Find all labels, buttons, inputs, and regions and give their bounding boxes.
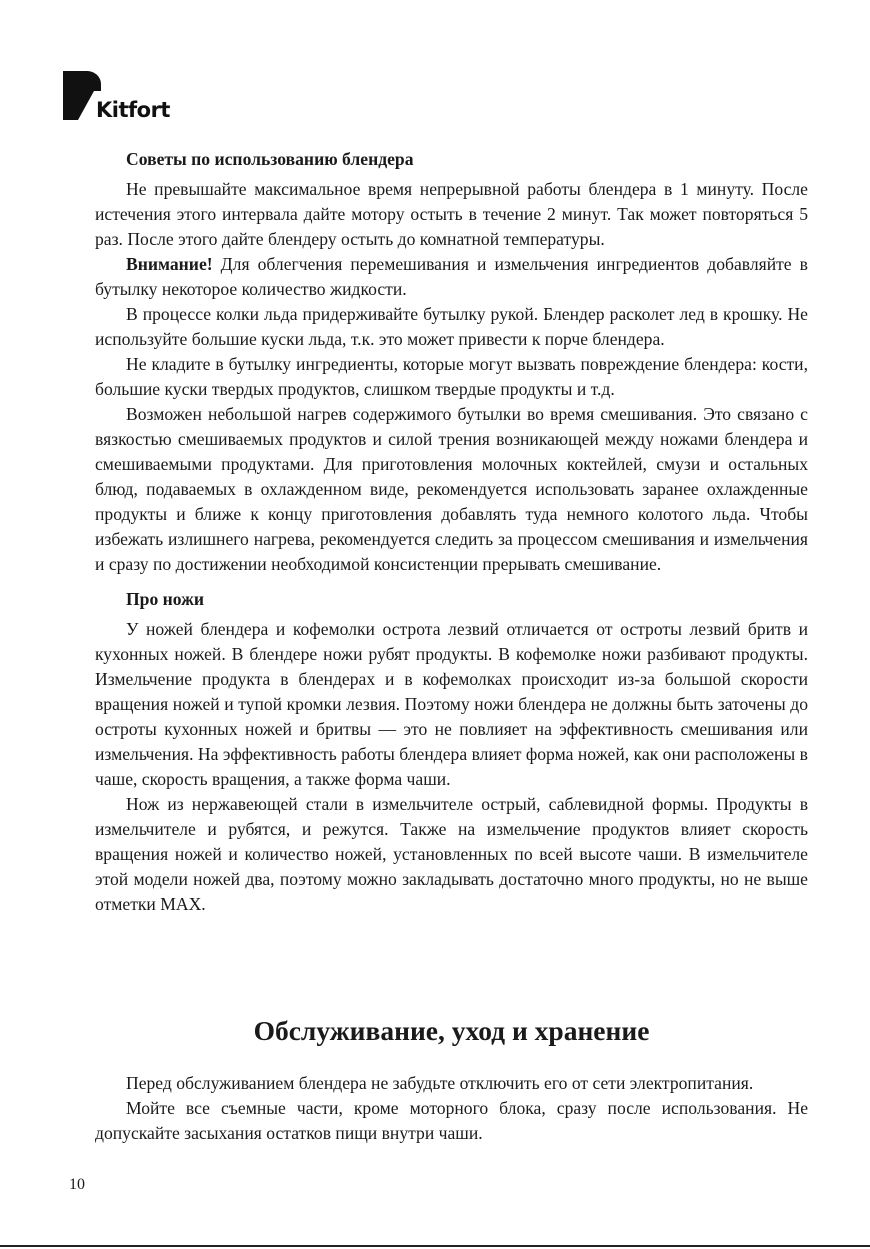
page-bottom-rule [0, 1245, 870, 1247]
maintenance-paragraph-1: Перед обслуживанием блендера не забудьте отключить его от сети электропитания. [126, 1073, 754, 1093]
main-content [95, 147, 808, 917]
tips-heading: Советы по использованию блендера [126, 149, 414, 169]
tips-paragraph-2 [95, 252, 808, 302]
tips-paragraph-4: Не кладите в бутылку ингредиенты, которые могут вызвать повреждение блендера: кости, большие куски твердых продуктов, слишком твердые продукты и т.д. [95, 354, 808, 399]
maintenance-paragraph-2: Мойте все съемные части, кроме моторного блока, сразу после использования. Не допускайте засыхания остатков пищи внутри чаши. [95, 1098, 808, 1143]
tips-paragraph-5: Возможен небольшой нагрев содержимого бутылки во время смешивания. Это связано с вязкостью смешиваемых продуктов и силой трения возникающей между ножами блендера и смешиваемыми продуктами. Для приготовления молочных коктейлей, смузи и остальных блюд, подаваемых в охлажденном виде, рекомендуется использовать заранее охлажденные продукты и ближе к концу приготовления добавлять туда немного колотого льда. Чтобы избежать излишнего нагрева, рекомендуется следить за процессом смешивания и измельчения и сразу по достижении необходимой консистенции прерывать смешивание. [95, 404, 808, 574]
knives-heading: Про ножи [126, 589, 205, 609]
maintenance-content [95, 1071, 808, 1146]
knives-paragraph-1: У ножей блендера и кофемолки острота лезвий отличается от остроты лезвий бритв и кухонных ножей. В блендере ножи рубят продукты. В кофемолке ножи разбивают продукты. Измельчение продукта в блендерах и в кофемолках происходит из-за большой скорости вращения ножей и тупой кромки лезвия. Поэтому ножи блендера не должны быть заточены до остроты кухонных ножей и бритвы — это не повлияет на эффективность смешивания или измельчения. На эффективность работы блендера влияет форма ножей, как они расположены в чаше, скорость вращения, а также форма чаши. [95, 619, 808, 789]
warning-label: Внимание! [126, 254, 213, 274]
kitfort-logo [62, 70, 172, 126]
warning-text: Для облегчения перемешивания и измельчения ингредиентов добавляйте в бутылку некоторое количество жидкости. [95, 254, 808, 299]
knives-paragraph-2: Нож из нержавеющей стали в измельчителе острый, саблевидной формы. Продукты в измельчителе и рубятся, и режутся. Также на измельчение продуктов влияет скорость вращения ножей и количество ножей, установленных по всей высоте чаши. В измельчителе этой модели ножей два, поэтому можно закладывать достаточно много продукты, но не выше отметки MAX. [95, 794, 808, 914]
tips-paragraph-3: В процессе колки льда придерживайте бутылку рукой. Блендер расколет лед в крошку. Не используйте большие куски льда, т.к. это может привести к порче блендера. [95, 304, 808, 349]
page-number: 10 [69, 1176, 85, 1193]
maintenance-title: Обслуживание, уход и хранение [253, 1015, 650, 1046]
tips-paragraph-1: Не превышайте максимальное время непрерывной работы блендера в 1 минуту. После истечения этого интервала дайте мотору остыть в течение 2 минут. Так может повторяться 5 раз. После этого дайте блендеру остыть до комнатной температуры. [95, 179, 808, 249]
brand-name: Kitfort [96, 98, 170, 122]
